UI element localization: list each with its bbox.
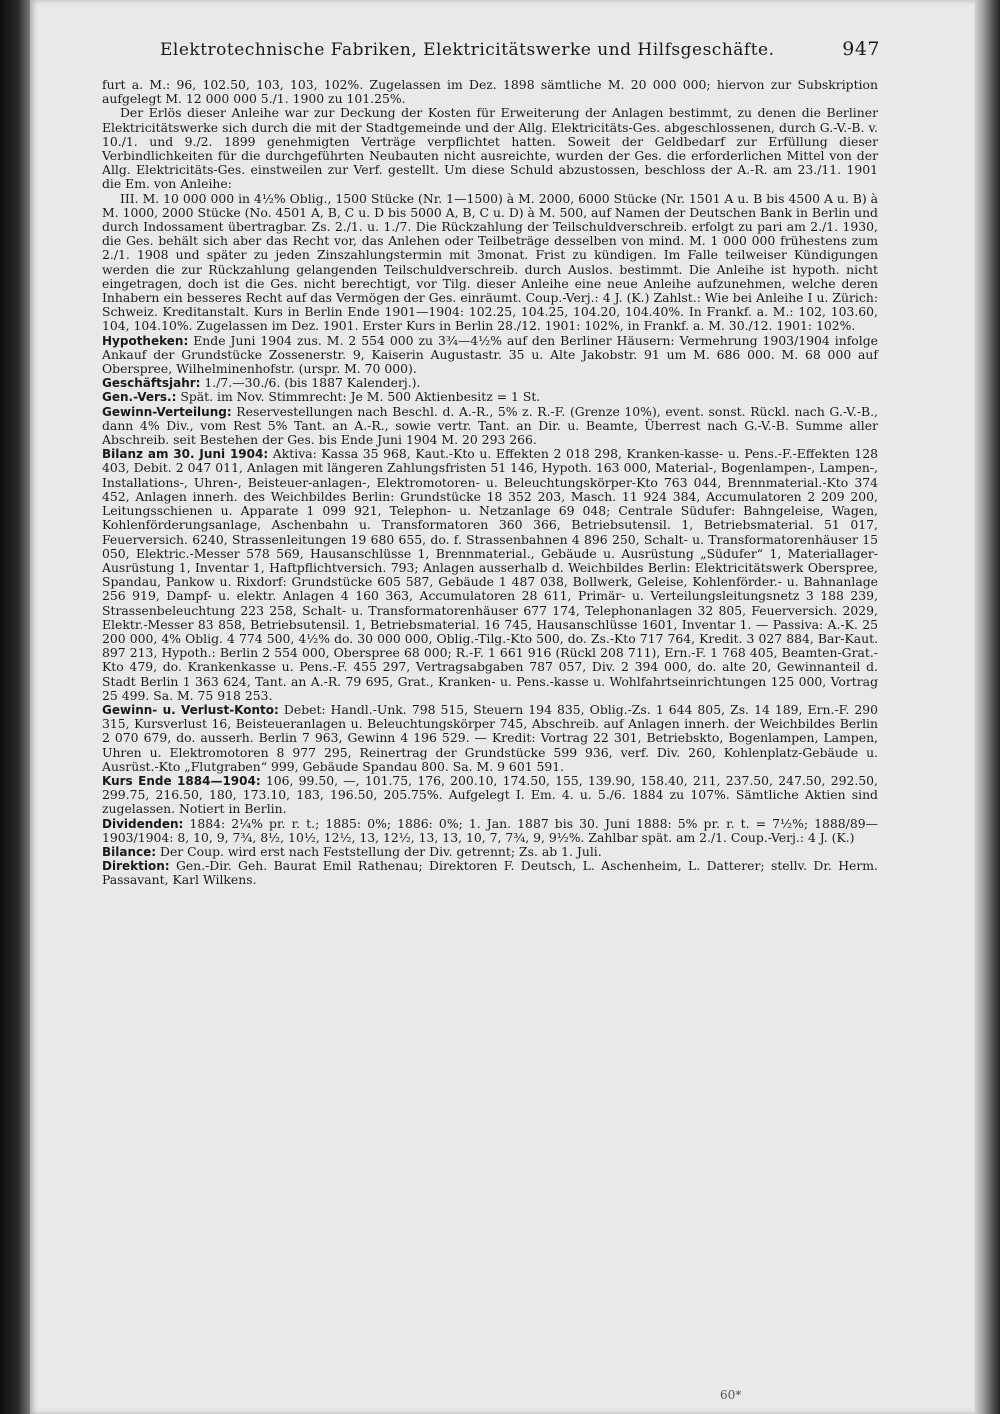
page-edge — [975, 0, 1000, 1414]
paragraph-kurs: Kurs Ende 1884—1904: 106, 99.50, —, 101.75, 176, 200.10, 174.50, 155, 139.90, 158.40, 211, 237.50, 247.50, 292.50, 299.75, 216.50, 180, 173.10, 183, 196.50, 205.75%. Aufgelegt I. Em. 4. u. 5./6. 1884 zu 107%. Sämtliche Aktien sind zugelassen. Notiert in Berlin. — [102, 772, 878, 817]
paragraph-dividenden: Dividenden: 1884: 2¼% pr. r. t.; 1885: 0%; 1886: 0%; 1. Jan. 1887 bis 30. Juni 1888: 5% pr. r. t. = 7½%; 1888/89—1903/1904: 8, 10, 9, 7¾, 8½, 10½, 12½, 13, 12½, 13, 13, 10, 7, 7¾, 9, 9½%. Zahlbar spät. am 2./1. Coup.-Verj.: 4 J. (K.) — [102, 815, 878, 845]
signature-mark: 60* — [720, 1388, 742, 1402]
paragraph-1: furt a. M.: 96, 102.50, 103, 103, 102%. Zugelassen im Dez. 1898 sämtliche M. 20 000 000; hiervon zur Subskription aufgelegt M. 12 000 000 5./1. 1900 zu 101.25%. — [102, 77, 878, 107]
paragraph-bilance: Bilance: Der Coup. wird erst nach Feststellung der Div. getrennt; Zs. ab 1. Juli. — [102, 843, 602, 859]
paragraph-direktion: Direktion: Gen.-Dir. Geh. Baurat Emil Rathenau; Direktoren F. Deutsch, L. Aschenheim, L. Datterer; stellv. Dr. Herm. Passavant, Karl Wilkens. — [102, 858, 878, 888]
paragraph-3: III. M. 10 000 000 in 4½% Oblig., 1500 Stücke (Nr. 1—1500) à M. 2000, 6000 Stücke (Nr. 1501 A u. B bis 4500 A u. B) à M. 1000, 2000 Stücke (No. 4501 A, B, C u. D bis 5000 A, B, C u. D) à M. 500, auf Namen der Deutschen Bank in Berlin und durch Indossament übertragbar. Zs. 2./1. u. 1./7. Die Rückzahlung der Teilschuldverschreib. erfolgt zu pari am 2./1. 1930, die Ges. behält sich aber das Recht vor, das Anlehen oder Teilbeträge desselben von mind. M. 1 000 000 frühestens zum 2./1. 1908 und später zu jeden Zinszahlungstermin mit 3monat. Frist zu kündigen. Im Falle teilweiser Kündigungen werden die zur Rückzahlung gelangenden Teilschuldverschreib. durch Auslos. bestimmt. Die Anleihe ist hypoth. nicht eingetragen, doch ist die Ges. nicht berechtigt, vor Tilg. dieser Anleihe eine neue Anleihe aufzunehmen, welche deren Inhabern ein besseres Recht auf das Vermögen der Ges. einräumt. Coup.-Verj.: 4 J. (K.) Zahlst.: Wie bei Anleihe I u. Zürich: Schweiz. Kreditanstalt. Kurs in Berlin Ende 1901—1904: 102.25, 104.25, 104.20, 104.40%. In Frankf. a. M.: 102, 103.60, 104, 104.10%. Zugelassen im Dez. 1901. Erster Kurs in Berlin 28./12. 1901: 102%, in Frankf. a. M. 30./12. 1901: 102%. — [102, 190, 878, 334]
paragraph-gewinn-verteilung: Gewinn-Verteilung: Reservestellungen nach Beschl. d. A.-R., 5% z. R.-F. (Grenze 10%), event. sonst. Rückl. nach G.-V.-B., dann 4% Div., vom Rest 5% Tant. an A.-R., sowie vertr. Tant. an Dir. u. Beamte, Überrest nach G.-V.-B. Summe aller Abschreib. seit Bestehen der Ges. bis Ende Juni 1904 M. 20 293 266. — [102, 403, 878, 448]
paragraph-geschaeftsjahr: Geschäftsjahr: 1./7.—30./6. (bis 1887 Kalenderj.). — [102, 375, 421, 391]
page-number: 947 — [842, 38, 880, 60]
book-spine — [0, 0, 30, 1414]
paragraph-bilanz: Bilanz am 30. Juni 1904: Aktiva: Kassa 35 968, Kaut.-Kto u. Effekten 2 018 298, Kranken-kasse- u. Pens.-F.-Effekten 128 403, Debit. 2 047 011, Anlagen mit längeren Zahlungsfristen 51 146, Hypoth. 163 000, Material-, Bogenlampen-, Lampen-, Installations-, Uhren-, Beisteuer-anlagen-, Elektromotoren- u. Beleuchtungskörper-Kto 763 044, Brennmaterial.-Kto 374 452, Anlagen innerh. des Weichbildes Berlin: Grundstücke 18 352 203, Masch. 11 924 384, Accumulatoren 2 209 200, Leitungsschienen u. Apparate 1 099 921, Telephon- u. Netzanlage 69 048; Centrale Südufer: Bahngeleise, Wagen, Kohlenförderungsanlage, Aschenbahn u. Transformatoren 360 366, Betriebsutensil. 1, Betriebsmaterial. 51 017, Feuerversich. 6240, Strassenleitungen 19 680 655, do. f. Strassenbahnen 4 896 250, Schalt- u. Transformatorenhäuser 15 050, Elektric.-Messer 578 569, Hausanschlüsse 1, Brennmaterial., Gebäude u. Ausrüstung „Südufer“ 1, Materiallager-Ausrüstung 1, Inventar 1, Haftpflichtversich. 793; Anlagen ausserhalb d. Weichbildes Berlin: Elektricitätswerk Oberspree, Spandau, Pankow u. Rixdorf: Grundstücke 605 587, Gebäude 1 487 038, Bollwerk, Geleise, Kohlenförder.- u. Bahnanlage 256 919, Dampf- u. elektr. Anlagen 4 160 363, Accumulatoren 28 611, Primär- u. Verteilungsleitungsnetz 3 188 239, Strassenbeleuchtung 223 258, Schalt- u. Transformatorenhäuser 677 174, Telephonanlagen 32 805, Feuerversich. 2029, Elektr.-Messer 83 858, Betriebsutensil. 1, Betriebsmaterial. 16 745, Hausanschlüsse 1601, Inventar 1. — Passiva: A.-K. 25 200 000, 4% Oblig. 4 774 500, 4½% do. 30 000 000, Oblig.-Tilg.-Kto 500, do. Zs.-Kto 717 764, Kredit. 3 027 884, Bar-Kaut. 897 213, Hypoth.: Berlin 2 554 000, Oberspree 68 000; R.-F. 1 661 916 (Rückl 208 711), Ern.-F. 1 768 405, Beamten-Grat.-Kto 479, do. Krankenkasse u. Pens.-F. 455 297, Vertragsabgaben 787 057, Div. 2 394 000, do. alte 20, Gewinnanteil d. Stadt Berlin 1 363 624, Tant. an A.-R. 79 695, Grat., Kranken- u. Pens.-kasse u. Wohlfahrtseinrichtungen 125 000, Vortrag 25 499. Sa. M. 75 918 253. — [102, 446, 878, 703]
paragraph-gen-vers: Gen.-Vers.: Spät. im Nov. Stimmrecht: Je M. 500 Aktienbesitz = 1 St. — [102, 389, 541, 405]
paragraph-gewinn-verlust: Gewinn- u. Verlust-Konto: Debet: Handl.-Unk. 798 515, Steuern 194 835, Oblig.-Zs. 1 644 805, Zs. 14 189, Ern.-F. 290 315, Kursverlust 16, Beisteueranlagen u. Beleuchtungskörper 745, Abschreib. auf Anlagen innerh. der Weichbildes Berlin 2 070 679, do. ausserh. Berlin 7 963, Gewinn 4 196 529. — Kredit: Vortrag 22 301, Betriebskto, Bogenlampen, Lampen, Uhren u. Elektromotoren 8 977 295, Reinertrag der Grundstücke 599 936, verf. Div. 260, Kohlenplatz-Gebäude u. Ausrüst.-Kto „Flutgraben“ 999, Gebäude Spandau 800. Sa. M. 9 601 591. — [102, 701, 878, 774]
body-text — [102, 78, 878, 888]
running-header — [160, 38, 880, 60]
header-title: Elektrotechnische Fabriken, Elektricitätswerke und Hilfsgeschäfte. — [160, 40, 775, 60]
paragraph-2: Der Erlös dieser Anleihe war zur Deckung der Kosten für Erweiterung der Anlagen bestimmt, zu denen die Berliner Elektricitätswerke sich durch die mit der Stadtgemeinde und der Allg. Elektricitäts-Ges. abgeschlossenen, durch G.-V.-B. v. 10./1. und 9./2. 1899 genehmigten Verträge verpflichtet hatten. Soweit der Geldbedarf zur Erfüllung dieser Verbindlichkeiten für die durchgeführten Neubauten nicht ausreichte, wurden der Ges. die erforderlichen Mittel von der Allg. Elektricitäts-Ges. einstweilen zur Verf. gestellt. Um diese Schuld abzustossen, beschloss der A.-R. am 23./11. 1901 die Em. von Anleihe: — [102, 105, 878, 192]
paragraph-hypotheken: Hypotheken: Ende Juni 1904 zus. M. 2 554 000 zu 3¾—4½% auf den Berliner Häusern: Vermehrung 1903/1904 infolge Ankauf der Grundstücke Zossenerstr. 9, Kaiserin Augustastr. 35 u. Alte Jakobstr. 91 um M. 686 000. M. 68 000 auf Oberspree, Wilhelminenhofstr. (urspr. M. 70 000). — [102, 332, 878, 377]
